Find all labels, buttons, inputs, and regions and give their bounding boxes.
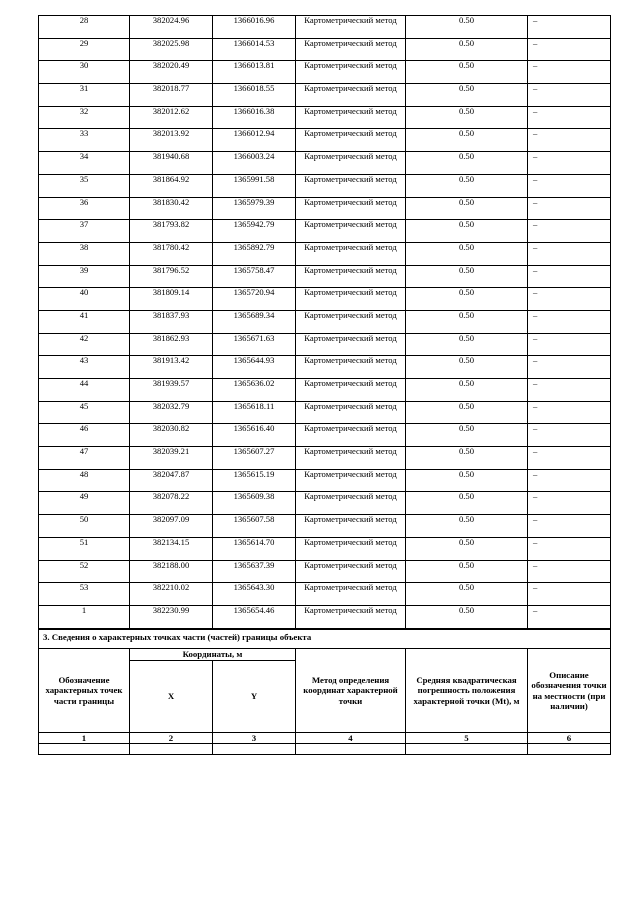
empty-cell bbox=[130, 744, 213, 755]
coord-y: 1365607.27 bbox=[213, 447, 296, 470]
point-description: – bbox=[528, 265, 611, 288]
coord-y: 1365689.34 bbox=[213, 310, 296, 333]
point-description: – bbox=[528, 447, 611, 470]
method: Картометрический метод bbox=[296, 220, 406, 243]
method: Картометрический метод bbox=[296, 605, 406, 628]
coord-x: 381862.93 bbox=[130, 333, 213, 356]
table-row bbox=[39, 174, 611, 197]
point-number: 45 bbox=[39, 401, 130, 424]
table-row bbox=[39, 242, 611, 265]
header-designation: Обозначение характерных точек части границы bbox=[39, 649, 130, 733]
coord-y: 1366018.55 bbox=[213, 84, 296, 107]
error-value: 0.50 bbox=[406, 288, 528, 311]
error-value: 0.50 bbox=[406, 197, 528, 220]
point-description: – bbox=[528, 197, 611, 220]
table-row bbox=[39, 16, 611, 39]
coord-y: 1365644.93 bbox=[213, 356, 296, 379]
coord-y: 1365654.46 bbox=[213, 605, 296, 628]
error-value: 0.50 bbox=[406, 61, 528, 84]
error-value: 0.50 bbox=[406, 333, 528, 356]
point-number: 42 bbox=[39, 333, 130, 356]
method: Картометрический метод bbox=[296, 379, 406, 402]
table-row bbox=[39, 424, 611, 447]
point-number: 32 bbox=[39, 106, 130, 129]
point-number: 41 bbox=[39, 310, 130, 333]
column-number-4: 4 bbox=[296, 733, 406, 744]
section3-title: 3. Сведения о характерных точках части (частей) границы объекта bbox=[39, 630, 611, 649]
error-value: 0.50 bbox=[406, 469, 528, 492]
error-value: 0.50 bbox=[406, 356, 528, 379]
error-value: 0.50 bbox=[406, 447, 528, 470]
method: Картометрический метод bbox=[296, 265, 406, 288]
point-description: – bbox=[528, 424, 611, 447]
table-row bbox=[39, 515, 611, 538]
method: Картометрический метод bbox=[296, 583, 406, 606]
coord-x: 382230.99 bbox=[130, 605, 213, 628]
point-description: – bbox=[528, 560, 611, 583]
empty-cell bbox=[213, 744, 296, 755]
point-description: – bbox=[528, 61, 611, 84]
point-description: – bbox=[528, 515, 611, 538]
method: Картометрический метод bbox=[296, 447, 406, 470]
point-description: – bbox=[528, 129, 611, 152]
point-description: – bbox=[528, 38, 611, 61]
point-number: 1 bbox=[39, 605, 130, 628]
empty-cell bbox=[39, 744, 130, 755]
point-number: 29 bbox=[39, 38, 130, 61]
method: Картометрический метод bbox=[296, 310, 406, 333]
coord-y: 1366016.38 bbox=[213, 106, 296, 129]
method: Картометрический метод bbox=[296, 197, 406, 220]
column-number-5: 5 bbox=[406, 733, 528, 744]
coord-y: 1366014.53 bbox=[213, 38, 296, 61]
point-description: – bbox=[528, 583, 611, 606]
method: Картометрический метод bbox=[296, 84, 406, 107]
method: Картометрический метод bbox=[296, 38, 406, 61]
point-number: 40 bbox=[39, 288, 130, 311]
error-value: 0.50 bbox=[406, 16, 528, 39]
error-value: 0.50 bbox=[406, 515, 528, 538]
point-description: – bbox=[528, 333, 611, 356]
coord-x: 382032.79 bbox=[130, 401, 213, 424]
point-number: 31 bbox=[39, 84, 130, 107]
coord-x: 381793.82 bbox=[130, 220, 213, 243]
error-value: 0.50 bbox=[406, 424, 528, 447]
coord-x: 381913.42 bbox=[130, 356, 213, 379]
table-row bbox=[39, 401, 611, 424]
error-value: 0.50 bbox=[406, 265, 528, 288]
point-description: – bbox=[528, 84, 611, 107]
method: Картометрический метод bbox=[296, 537, 406, 560]
table-row bbox=[39, 288, 611, 311]
table-row bbox=[39, 356, 611, 379]
coord-x: 381837.93 bbox=[130, 310, 213, 333]
coord-y: 1366003.24 bbox=[213, 152, 296, 175]
table-row bbox=[39, 379, 611, 402]
header-error: Средняя квадратическая погрешность положения характерной точки (Mt), м bbox=[406, 649, 528, 733]
coord-x: 381780.42 bbox=[130, 242, 213, 265]
point-number: 44 bbox=[39, 379, 130, 402]
point-number: 47 bbox=[39, 447, 130, 470]
point-number: 43 bbox=[39, 356, 130, 379]
method: Картометрический метод bbox=[296, 469, 406, 492]
table-row bbox=[39, 560, 611, 583]
point-number: 52 bbox=[39, 560, 130, 583]
table-row bbox=[39, 605, 611, 628]
empty-row bbox=[39, 744, 611, 755]
point-number: 35 bbox=[39, 174, 130, 197]
point-description: – bbox=[528, 288, 611, 311]
table-row bbox=[39, 61, 611, 84]
table-row bbox=[39, 152, 611, 175]
point-number: 37 bbox=[39, 220, 130, 243]
error-value: 0.50 bbox=[406, 38, 528, 61]
empty-cell bbox=[406, 744, 528, 755]
coord-x: 382047.87 bbox=[130, 469, 213, 492]
point-number: 51 bbox=[39, 537, 130, 560]
error-value: 0.50 bbox=[406, 220, 528, 243]
coord-y: 1365671.63 bbox=[213, 333, 296, 356]
error-value: 0.50 bbox=[406, 605, 528, 628]
empty-cell bbox=[296, 744, 406, 755]
method: Картометрический метод bbox=[296, 174, 406, 197]
method: Картометрический метод bbox=[296, 492, 406, 515]
table-row bbox=[39, 447, 611, 470]
method: Картометрический метод bbox=[296, 129, 406, 152]
point-description: – bbox=[528, 356, 611, 379]
point-description: – bbox=[528, 152, 611, 175]
coord-x: 382024.96 bbox=[130, 16, 213, 39]
method: Картометрический метод bbox=[296, 61, 406, 84]
point-number: 49 bbox=[39, 492, 130, 515]
coord-x: 382020.49 bbox=[130, 61, 213, 84]
method: Картометрический метод bbox=[296, 152, 406, 175]
coord-y: 1365979.39 bbox=[213, 197, 296, 220]
table-row bbox=[39, 537, 611, 560]
table-row bbox=[39, 310, 611, 333]
table-row bbox=[39, 38, 611, 61]
method: Картометрический метод bbox=[296, 560, 406, 583]
coord-y: 1365614.70 bbox=[213, 537, 296, 560]
point-description: – bbox=[528, 469, 611, 492]
error-value: 0.50 bbox=[406, 492, 528, 515]
coord-x: 381809.14 bbox=[130, 288, 213, 311]
error-value: 0.50 bbox=[406, 174, 528, 197]
point-description: – bbox=[528, 174, 611, 197]
point-number: 48 bbox=[39, 469, 130, 492]
method: Картометрический метод bbox=[296, 16, 406, 39]
point-number: 46 bbox=[39, 424, 130, 447]
point-description: – bbox=[528, 605, 611, 628]
error-value: 0.50 bbox=[406, 379, 528, 402]
table-row bbox=[39, 265, 611, 288]
point-number: 33 bbox=[39, 129, 130, 152]
error-value: 0.50 bbox=[406, 129, 528, 152]
method: Картометрический метод bbox=[296, 106, 406, 129]
coordinates-table bbox=[38, 15, 611, 629]
error-value: 0.50 bbox=[406, 242, 528, 265]
coord-y: 1366016.96 bbox=[213, 16, 296, 39]
point-number: 39 bbox=[39, 265, 130, 288]
table-row bbox=[39, 129, 611, 152]
coord-y: 1366012.94 bbox=[213, 129, 296, 152]
table-row bbox=[39, 333, 611, 356]
table-row bbox=[39, 84, 611, 107]
point-number: 50 bbox=[39, 515, 130, 538]
point-description: – bbox=[528, 379, 611, 402]
empty-cell bbox=[528, 744, 611, 755]
coord-x: 381864.92 bbox=[130, 174, 213, 197]
coord-y: 1365616.40 bbox=[213, 424, 296, 447]
point-number: 38 bbox=[39, 242, 130, 265]
section3-table bbox=[38, 629, 611, 755]
coord-x: 382013.92 bbox=[130, 129, 213, 152]
error-value: 0.50 bbox=[406, 537, 528, 560]
point-description: – bbox=[528, 537, 611, 560]
table-row bbox=[39, 220, 611, 243]
coord-x: 381830.42 bbox=[130, 197, 213, 220]
point-description: – bbox=[528, 401, 611, 424]
error-value: 0.50 bbox=[406, 152, 528, 175]
header-coordinates: Координаты, м bbox=[130, 649, 296, 661]
error-value: 0.50 bbox=[406, 583, 528, 606]
coord-x: 382018.77 bbox=[130, 84, 213, 107]
point-number: 30 bbox=[39, 61, 130, 84]
coord-y: 1366013.81 bbox=[213, 61, 296, 84]
coord-y: 1365636.02 bbox=[213, 379, 296, 402]
error-value: 0.50 bbox=[406, 401, 528, 424]
coord-x: 382097.09 bbox=[130, 515, 213, 538]
coord-x: 382188.00 bbox=[130, 560, 213, 583]
header-description: Описание обозначения точки на местности (при наличии) bbox=[528, 649, 611, 733]
method: Картометрический метод bbox=[296, 401, 406, 424]
coord-y: 1365643.30 bbox=[213, 583, 296, 606]
coord-x: 381796.52 bbox=[130, 265, 213, 288]
error-value: 0.50 bbox=[406, 84, 528, 107]
point-number: 53 bbox=[39, 583, 130, 606]
coord-y: 1365609.38 bbox=[213, 492, 296, 515]
column-number-1: 1 bbox=[39, 733, 130, 744]
header-method: Метод определения координат характерной точки bbox=[296, 649, 406, 733]
coord-x: 382039.21 bbox=[130, 447, 213, 470]
coord-x: 382210.02 bbox=[130, 583, 213, 606]
point-description: – bbox=[528, 310, 611, 333]
point-description: – bbox=[528, 492, 611, 515]
point-number: 34 bbox=[39, 152, 130, 175]
error-value: 0.50 bbox=[406, 310, 528, 333]
coord-x: 382030.82 bbox=[130, 424, 213, 447]
error-value: 0.50 bbox=[406, 560, 528, 583]
table-row bbox=[39, 197, 611, 220]
method: Картометрический метод bbox=[296, 424, 406, 447]
method: Картометрический метод bbox=[296, 356, 406, 379]
method: Картометрический метод bbox=[296, 515, 406, 538]
coord-y: 1365991.58 bbox=[213, 174, 296, 197]
point-description: – bbox=[528, 220, 611, 243]
coord-y: 1365615.19 bbox=[213, 469, 296, 492]
method: Картометрический метод bbox=[296, 333, 406, 356]
coord-x: 382025.98 bbox=[130, 38, 213, 61]
table-row bbox=[39, 492, 611, 515]
coord-y: 1365758.47 bbox=[213, 265, 296, 288]
coord-y: 1365607.58 bbox=[213, 515, 296, 538]
point-description: – bbox=[528, 106, 611, 129]
header-x: X bbox=[130, 661, 213, 733]
coord-y: 1365942.79 bbox=[213, 220, 296, 243]
coord-x: 381939.57 bbox=[130, 379, 213, 402]
coord-y: 1365892.79 bbox=[213, 242, 296, 265]
coord-y: 1365637.39 bbox=[213, 560, 296, 583]
coord-y: 1365720.94 bbox=[213, 288, 296, 311]
coord-y: 1365618.11 bbox=[213, 401, 296, 424]
point-number: 28 bbox=[39, 16, 130, 39]
column-number-6: 6 bbox=[528, 733, 611, 744]
table-row bbox=[39, 583, 611, 606]
coord-x: 382012.62 bbox=[130, 106, 213, 129]
coord-x: 382078.22 bbox=[130, 492, 213, 515]
table-row bbox=[39, 469, 611, 492]
header-y: Y bbox=[213, 661, 296, 733]
point-description: – bbox=[528, 242, 611, 265]
point-number: 36 bbox=[39, 197, 130, 220]
coord-x: 381940.68 bbox=[130, 152, 213, 175]
column-number-3: 3 bbox=[213, 733, 296, 744]
error-value: 0.50 bbox=[406, 106, 528, 129]
coord-x: 382134.15 bbox=[130, 537, 213, 560]
column-number-2: 2 bbox=[130, 733, 213, 744]
table-row bbox=[39, 106, 611, 129]
method: Картометрический метод bbox=[296, 288, 406, 311]
point-description: – bbox=[528, 16, 611, 39]
method: Картометрический метод bbox=[296, 242, 406, 265]
